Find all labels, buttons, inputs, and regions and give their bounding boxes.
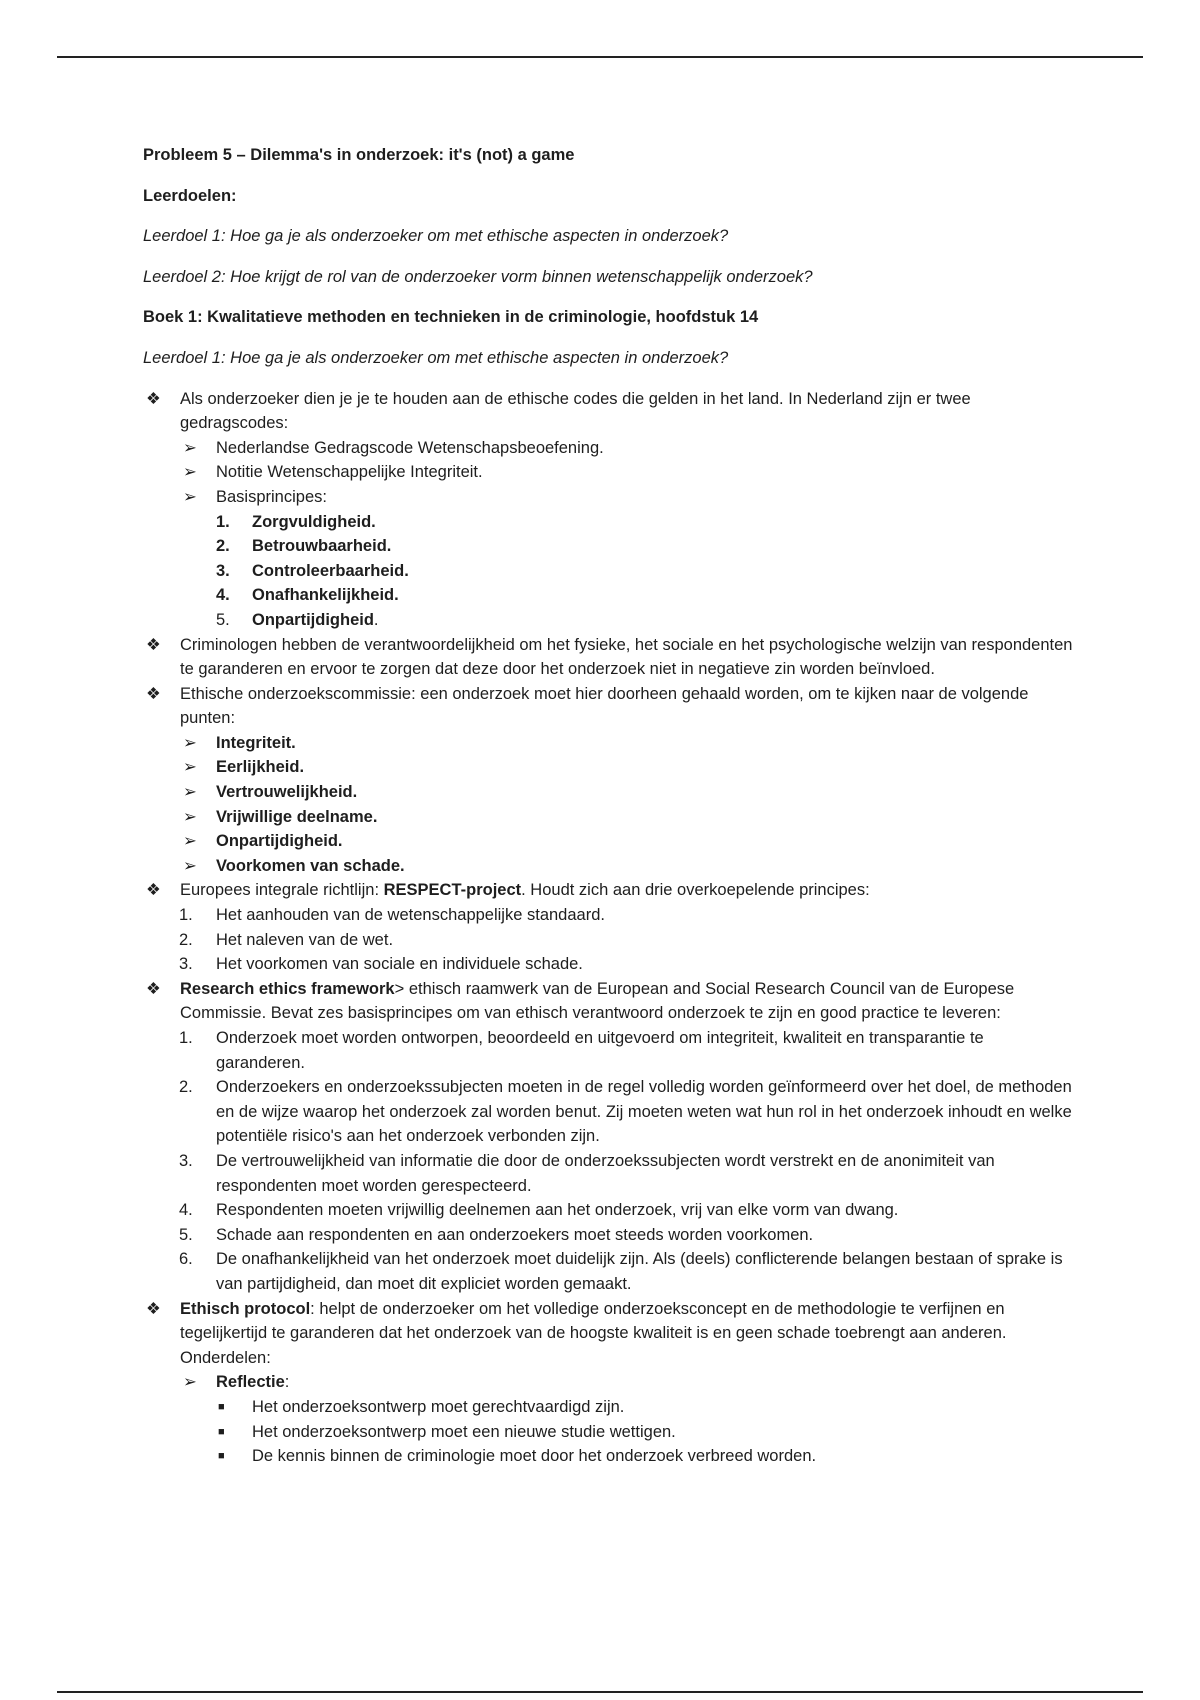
item-number: 6.	[179, 1250, 193, 1269]
reflection-item-text: Het onderzoeksontwerp moet gerechtvaardigd zijn.	[252, 1397, 625, 1416]
sub-item	[143, 436, 1073, 461]
respect-project-term: RESPECT-project	[383, 881, 522, 900]
bullet-ethical-codes	[143, 387, 1073, 436]
framework-principle-text: Onderzoek moet worden ontworpen, beoordeeld en uitgevoerd om integriteit, kwaliteit en transparantie te garanderen.	[216, 1029, 984, 1072]
respect-principle-text: Het aanhouden van de wetenschappelijke standaard.	[216, 906, 605, 925]
principle-text: Zorgvuldigheid.	[252, 512, 376, 531]
committee-point	[143, 755, 1073, 780]
bullet-ethisch-protocol	[143, 1297, 1073, 1371]
boek-heading: Boek 1: Kwalitatieve methoden en technieken in de criminologie, hoofdstuk 14	[143, 308, 759, 327]
committee-point-text: Vertrouwelijkheid.	[216, 783, 358, 802]
bullet-research-ethics-framework	[143, 977, 1073, 1026]
sub-item-text: Basisprincipes:	[216, 487, 327, 506]
leerdoel-1: Leerdoel 1: Hoe ga je als onderzoeker om met ethische aspecten in onderzoek?	[143, 227, 729, 246]
document-page	[143, 143, 1073, 1469]
committee-point-text: Voorkomen van schade.	[216, 856, 405, 875]
committee-point	[143, 731, 1073, 756]
arrow-bullet-icon: ➢	[183, 438, 197, 457]
bullet-text-pre: Europees integrale richtlijn:	[180, 881, 384, 900]
principle-text: Onpartijdigheid	[252, 610, 374, 629]
principle-item	[143, 559, 1073, 584]
diamond-bullet-icon: ❖	[146, 635, 161, 654]
respect-principle-text: Het naleven van de wet.	[216, 930, 394, 949]
item-number: 1.	[179, 906, 193, 925]
principle-text: Onafhankelijkheid.	[252, 586, 399, 605]
framework-principle	[143, 1198, 1073, 1223]
framework-term: Research ethics framework	[180, 979, 395, 998]
reflection-item	[143, 1395, 1073, 1420]
square-bullet-icon: ■	[218, 1450, 225, 1463]
diamond-bullet-icon: ❖	[146, 979, 161, 998]
bullet-ethics-committee	[143, 682, 1073, 731]
reflection-item	[143, 1444, 1073, 1469]
principle-item	[143, 608, 1073, 633]
sub-item	[143, 460, 1073, 485]
arrow-bullet-icon: ➢	[183, 758, 197, 777]
arrow-bullet-icon: ➢	[183, 856, 197, 875]
reflection-item-text: Het onderzoeksontwerp moet een nieuwe studie wettigen.	[252, 1422, 676, 1441]
committee-point-text: Vrijwillige deelname.	[216, 807, 378, 826]
framework-principle	[143, 1223, 1073, 1248]
bullet-text: Als onderzoeker dien je je te houden aan de ethische codes die gelden in het land. In Nederland zijn er twee gedragscodes:	[180, 389, 971, 433]
reflection-item	[143, 1420, 1073, 1445]
committee-point	[143, 780, 1073, 805]
committee-point-text: Integriteit.	[216, 733, 296, 752]
principle-item	[143, 583, 1073, 608]
framework-principle	[143, 1026, 1073, 1075]
principle-tail: .	[373, 610, 379, 629]
arrow-bullet-icon: ➢	[183, 783, 197, 802]
bullet-text: Criminologen hebben de verantwoordelijkheid om het fysieke, het sociale en het psychologische welzijn van respondenten te garanderen en ervoor te zorgen dat deze door het onderzoek niet in negatieve zin worden beïnvloed.	[180, 635, 1073, 679]
bullet-responsibility	[143, 633, 1073, 682]
item-number: 2.	[179, 930, 193, 949]
principle-number: 1.	[216, 512, 230, 531]
framework-principle	[143, 1247, 1073, 1296]
principle-number: 5.	[216, 610, 230, 629]
respect-principle	[143, 903, 1073, 928]
principle-item	[143, 510, 1073, 535]
header-rule	[57, 56, 1143, 58]
committee-point-text: Onpartijdigheid.	[216, 832, 343, 851]
arrow-bullet-icon: ➢	[183, 807, 197, 826]
framework-principle-text: Schade aan respondenten en aan onderzoekers moet steeds worden voorkomen.	[216, 1225, 814, 1244]
item-number: 4.	[179, 1201, 193, 1220]
footer-rule	[57, 1691, 1143, 1693]
protocol-part	[143, 1370, 1073, 1395]
framework-principle	[143, 1149, 1073, 1198]
bullet-text-post: > ethisch raamwerk van de European and Social Research Council van de Europese Commissie. Bevat zes basisprincipes om van ethisch verantwoord onderzoek te zijn en good practice te leveren:	[180, 979, 1015, 1023]
arrow-bullet-icon: ➢	[183, 832, 197, 851]
framework-principle-text: De onafhankelijkheid van het onderzoek moet duidelijk zijn. Als (deels) conflicterende belangen bestaan of sprake is van partijdigheid, dan moet dit expliciet worden gemaakt.	[216, 1250, 1063, 1293]
committee-point	[143, 829, 1073, 854]
bullet-text-post: : helpt de onderzoeker om het volledige onderzoeksconcept en de methodologie te verfijnen en tegelijkertijd te garanderen dat het onderzoek van de hoogste kwaliteit is en geen schade toebrengt aan anderen. Onderdelen:	[180, 1299, 1007, 1367]
sub-item	[143, 485, 1073, 510]
protocol-term: Ethisch protocol	[180, 1299, 311, 1318]
reflection-item-text: De kennis binnen de criminologie moet door het onderzoek verbreed worden.	[252, 1447, 817, 1466]
framework-principle-text: Respondenten moeten vrijwillig deelnemen aan het onderzoek, vrij van elke vorm van dwang.	[216, 1201, 899, 1220]
committee-point	[143, 854, 1073, 879]
principle-number: 3.	[216, 561, 230, 580]
principle-text: Controleerbaarheid.	[252, 561, 409, 580]
item-number: 3.	[179, 955, 193, 974]
respect-principle-text: Het voorkomen van sociale en individuele schade.	[216, 955, 583, 974]
item-number: 5.	[179, 1225, 193, 1244]
arrow-bullet-icon: ➢	[183, 733, 197, 752]
item-number: 2.	[179, 1078, 193, 1097]
leerdoel-2: Leerdoel 2: Hoe krijgt de rol van de onderzoeker vorm binnen wetenschappelijk onderzoek?	[143, 267, 813, 286]
diamond-bullet-icon: ❖	[146, 684, 161, 703]
diamond-bullet-icon: ❖	[146, 881, 161, 900]
principle-number: 4.	[216, 586, 230, 605]
arrow-bullet-icon: ➢	[183, 463, 197, 482]
principle-text: Betrouwbaarheid.	[252, 537, 392, 556]
bullet-text: Ethische onderzoekscommissie: een onderzoek moet hier doorheen gehaald worden, om te kijken naar de volgende punten:	[180, 684, 1029, 728]
item-number: 1.	[179, 1029, 193, 1047]
diamond-bullet-icon: ❖	[146, 389, 161, 408]
respect-principle	[143, 928, 1073, 953]
framework-principle	[143, 1075, 1073, 1149]
sub-item-text: Nederlandse Gedragscode Wetenschapsbeoefening.	[216, 438, 604, 457]
item-number: 3.	[179, 1151, 193, 1170]
framework-principle-text: Onderzoekers en onderzoekssubjecten moeten in de regel volledig worden geïnformeerd over het doel, de methoden en de wijze waarop het onderzoek zal worden benut. Zij moeten weten wat hun rol in het onderzoek inhoudt en welke potentiële risico's aan het onderzoek verbonden zijn.	[216, 1078, 1072, 1146]
protocol-part-label: Reflectie	[216, 1373, 285, 1392]
committee-point-text: Eerlijkheid.	[216, 758, 305, 777]
square-bullet-icon: ■	[218, 1400, 225, 1413]
committee-point	[143, 805, 1073, 830]
diamond-bullet-icon: ❖	[146, 1299, 161, 1318]
principle-number: 2.	[216, 537, 230, 556]
principle-item	[143, 534, 1073, 559]
leerdoel-1-repeat: Leerdoel 1: Hoe ga je als onderzoeker om met ethische aspecten in onderzoek?	[143, 348, 729, 367]
bullet-text-post: . Houdt zich aan drie overkoepelende principes:	[521, 881, 870, 900]
square-bullet-icon: ■	[218, 1425, 225, 1438]
protocol-part-tail: :	[284, 1373, 290, 1392]
framework-principle-text: De vertrouwelijkheid van informatie die door de onderzoekssubjecten wordt verstrekt en de anonimiteit van respondenten moet worden gerespecteerd.	[216, 1151, 995, 1195]
respect-principle	[143, 952, 1073, 977]
arrow-bullet-icon: ➢	[183, 487, 197, 506]
bullet-respect-project	[143, 878, 1073, 903]
leerdoelen-heading: Leerdoelen:	[143, 186, 237, 205]
arrow-bullet-icon: ➢	[183, 1373, 197, 1392]
document-title: Probleem 5 – Dilemma's in onderzoek: it's (not) a game	[143, 146, 575, 164]
sub-item-text: Notitie Wetenschappelijke Integriteit.	[216, 463, 483, 482]
